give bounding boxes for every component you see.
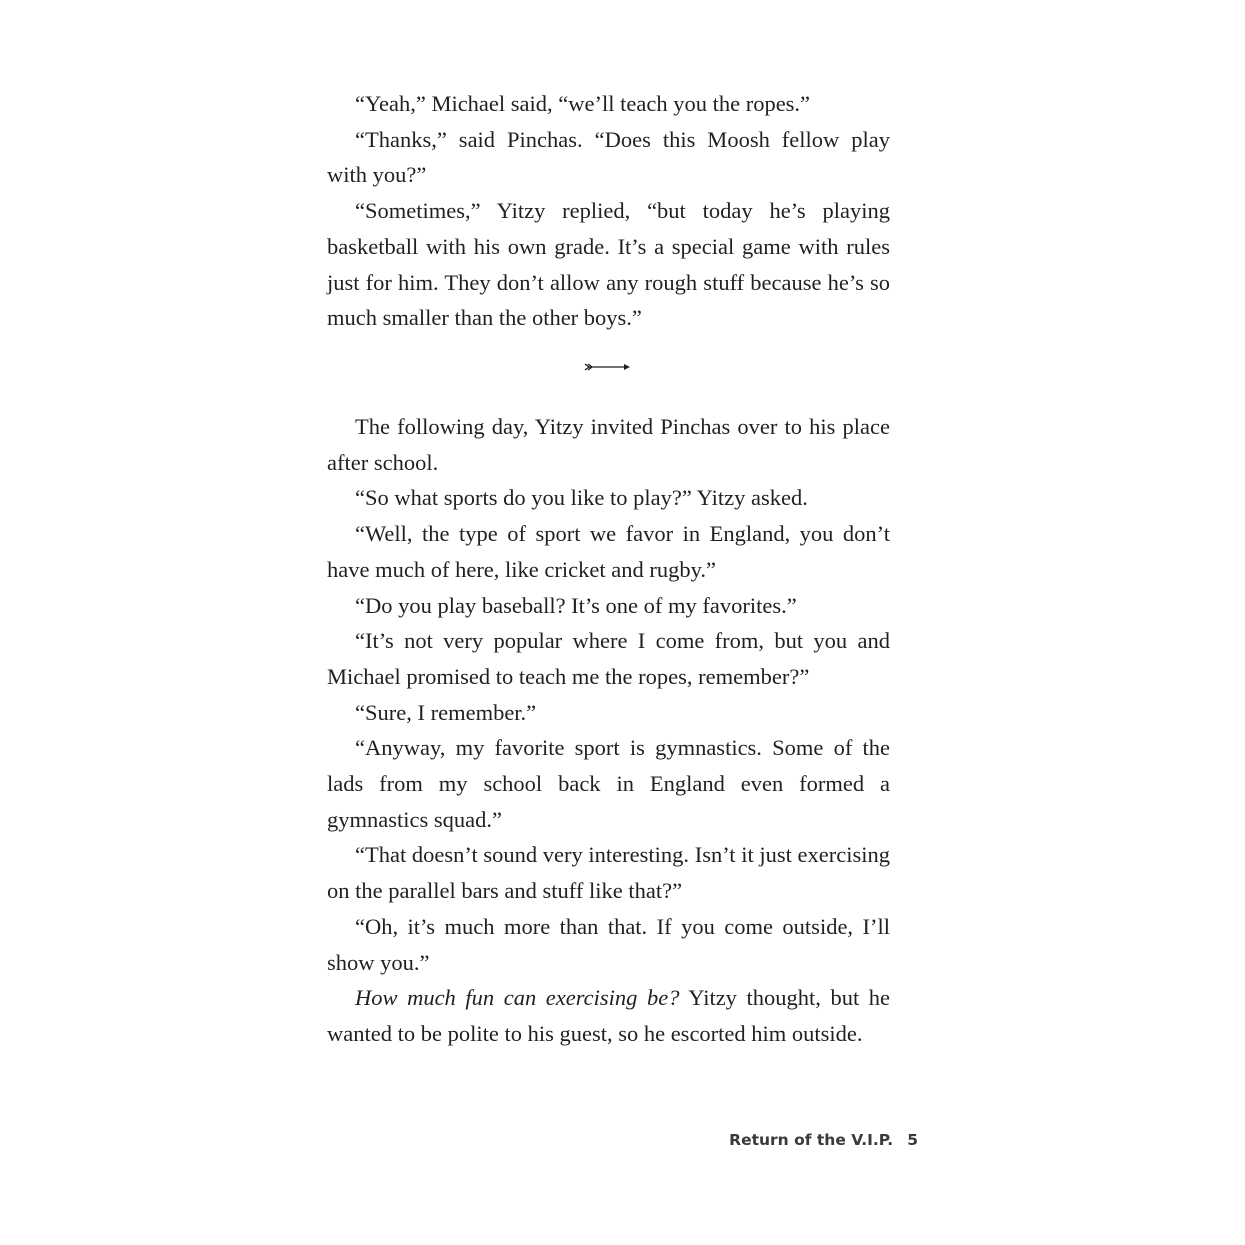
paragraph: “Anyway, my favorite sport is gymnastics. Some of the lads from my school back in England even formed a gymnastics squad.” xyxy=(327,735,890,832)
paragraph: “Well, the type of sport we favor in England, you don’t have much of here, like cricket and rugby.” xyxy=(327,521,890,582)
paragraph: “It’s not very popular where I come from, but you and Michael promised to teach me the ropes, remember?” xyxy=(327,628,890,689)
text-section-one xyxy=(327,86,890,336)
italic-thought: How much fun can exercising be? xyxy=(355,985,680,1011)
paragraph: “Oh, it’s much more than that. If you come outside, I’ll show you.” xyxy=(327,913,890,975)
paragraph: “So what sports do you like to play?” Yitzy asked. xyxy=(355,485,808,511)
paragraph: “Thanks,” said Pinchas. “Does this Moosh fellow play with you?” xyxy=(327,126,890,188)
paragraph: “Do you play baseball? It’s one of my favorites.” xyxy=(355,592,797,618)
paragraph: The following day, Yitzy invited Pinchas over to his place after school. xyxy=(327,414,890,475)
final-paragraph-text: Yitzy thought, but he wanted to be polite to his guest, so he escorted him outside. xyxy=(327,985,891,1046)
arrow-ornament-icon xyxy=(583,360,633,374)
page-footer xyxy=(700,1131,918,1157)
paragraph: “That doesn’t sound very interesting. Isn’t it just exercising on the parallel bars and stuff like that?” xyxy=(327,842,890,904)
paragraph: “Sure, I remember.” xyxy=(355,699,537,725)
paragraph: “Sometimes,” Yitzy replied, “but today he’s playing basketball with his own grade. It’s a special game with rules just for him. They don’t allow any rough stuff because he’s so much smaller than the other boys.” xyxy=(327,198,890,331)
page-number: 5 xyxy=(907,1131,918,1149)
paragraph: “Yeah,” Michael said, “we’ll teach you the ropes.” xyxy=(355,91,811,116)
final-paragraph xyxy=(327,980,890,1051)
running-footer-title: Return of the V.I.P. xyxy=(729,1131,894,1149)
text-section-two xyxy=(327,409,890,1052)
